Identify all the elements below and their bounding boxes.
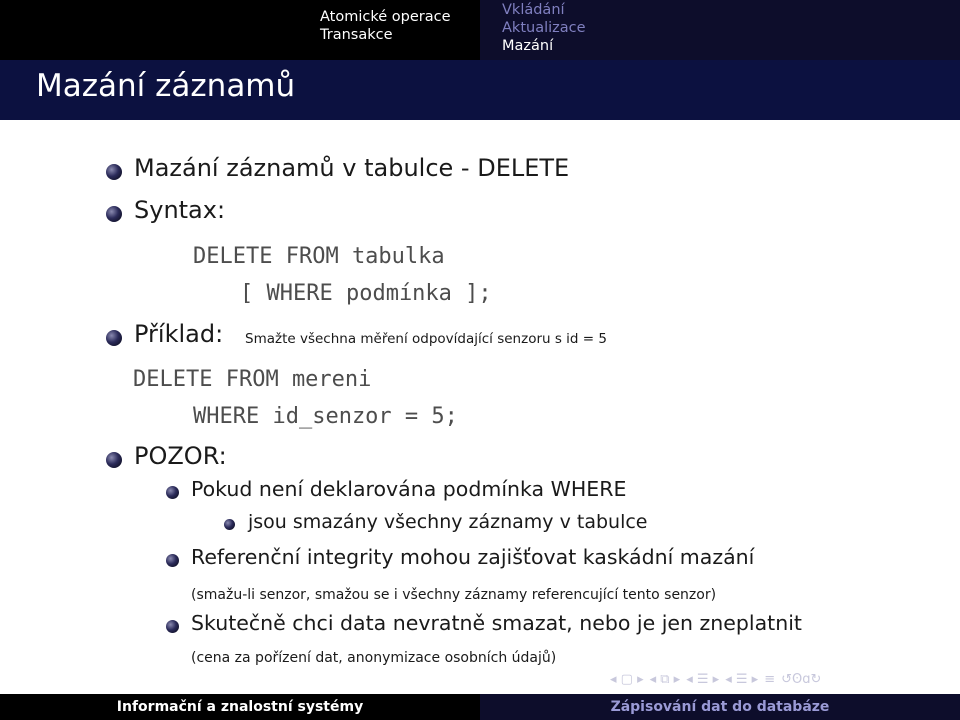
bullet-icon bbox=[106, 206, 122, 222]
frame-title-bar bbox=[0, 60, 960, 120]
nav-align-icon[interactable]: ≡ bbox=[764, 671, 776, 687]
subsection-link-vkladani[interactable]: Vkládání bbox=[502, 2, 565, 18]
syntax-line-2: [ WHERE podmínka ]; bbox=[240, 281, 492, 306]
beamer-navigation-symbols bbox=[610, 670, 821, 688]
footer bbox=[0, 694, 960, 720]
frame-title: Mazání záznamů bbox=[36, 68, 296, 104]
item-delete-intro: Mazání záznamů v tabulce - DELETE bbox=[134, 154, 570, 182]
nav-section-icon[interactable]: ◂ ☰ ▸ bbox=[686, 671, 720, 687]
syntax-line-1: DELETE FROM tabulka bbox=[193, 244, 445, 269]
subitem-referential-note: (smažu-li senzor, smažou se i všechny záznamy referencující tento senzor) bbox=[191, 587, 717, 603]
nav-document-icon[interactable]: ◂ ☰ ▸ bbox=[725, 671, 759, 687]
item-syntax: Syntax: bbox=[134, 196, 226, 224]
nav-search-icon[interactable]: ↺ʘɑ↻ bbox=[781, 671, 822, 687]
subsection-link-aktualizace[interactable]: Aktualizace bbox=[502, 20, 586, 36]
subsection-nav-panel bbox=[480, 0, 960, 60]
subsubbullet-icon bbox=[224, 519, 235, 530]
footer-course-name: Informační a znalostní systémy bbox=[0, 694, 480, 720]
navigation-bar: Atomické operace Transakce Vkládání Aktualizace Mazání bbox=[0, 0, 960, 60]
nav-subsection-icon[interactable]: ◂ ⧉ ▸ bbox=[649, 671, 681, 687]
footer-lecture-title: Zápisování dat do databáze bbox=[480, 694, 960, 720]
subitem-no-where: Pokud není deklarována podmínka WHERE bbox=[191, 477, 627, 501]
subitem-really-delete: Skutečně chci data nevratně smazat, nebo je jen zneplatnit bbox=[191, 611, 802, 635]
item-example-label: Příklad: bbox=[134, 320, 224, 348]
subsection-link-mazani[interactable]: Mazání bbox=[502, 38, 554, 54]
subbullet-icon bbox=[166, 486, 179, 499]
bullet-icon bbox=[106, 452, 122, 468]
example-line-1: DELETE FROM mereni bbox=[133, 367, 372, 392]
item-warning: POZOR: bbox=[134, 442, 227, 470]
bullet-icon bbox=[106, 330, 122, 346]
subbullet-icon bbox=[166, 554, 179, 567]
bullet-icon bbox=[106, 164, 122, 180]
subitem-delete-note: (cena za pořízení dat, anonymizace osobních údajů) bbox=[191, 650, 557, 666]
item-example-note: Smažte všechna měření odpovídající senzoru s id = 5 bbox=[245, 331, 607, 347]
subitem-referential-integrity: Referenční integrity mohou zajišťovat kaskádní mazání bbox=[191, 545, 755, 569]
subsubitem-all-deleted: jsou smazány všechny záznamy v tabulce bbox=[248, 511, 648, 533]
subbullet-icon bbox=[166, 620, 179, 633]
nav-frame-prev-icon[interactable]: ◂ ▢ ▸ bbox=[610, 671, 644, 687]
example-line-2: WHERE id_senzor = 5; bbox=[193, 404, 458, 429]
